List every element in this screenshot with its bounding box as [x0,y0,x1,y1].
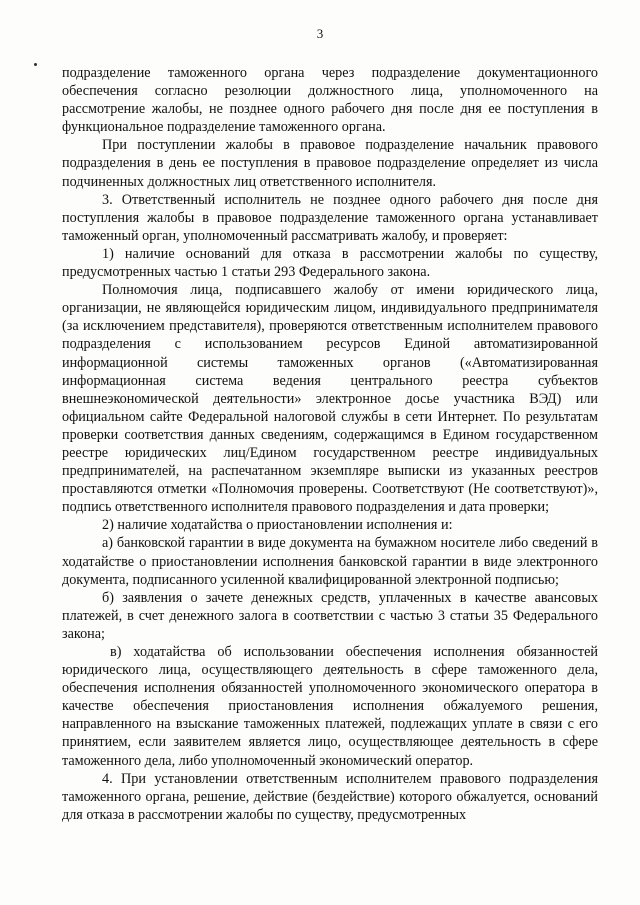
paragraph-subitem-2a: а) банковской гарантии в виде документа на бумажном носителе либо сведений в ходатайстве о приостановлении исполнения банковской гарантии в виде электронного документа, подписанного усиленной квалифицированной электронной подписью; [62,535,598,588]
paragraph-item-3: 3. Ответственный исполнитель не позднее одного рабочего дня после дня поступления жалобы в правовое подразделение таможенного органа устанавливает таможенный орган, уполномоченный рассматривать жалобу, и проверяет: [62,191,598,244]
paragraph-subitem-1: 1) наличие оснований для отказа в рассмотрении жалобы по существу, предусмотренных частью 1 статьи 293 Федерального закона. [62,245,598,281]
scan-speck [34,63,37,66]
document-body [62,64,598,824]
paragraph-subitem-2b: б) заявления о зачете денежных средств, уплаченных в качестве авансовых платежей, в счет денежного залога в соответствии с частью 3 статьи 35 Федерального закона; [62,589,598,642]
paragraph-responsible-appointment: При поступлении жалобы в правовое подразделение начальник правового подразделения в день ее поступления в правовое подразделение определяет из числа подчиненных должностных лиц ответственного исполнителя. [62,137,598,190]
paragraph-subitem-2v: в) ходатайства об использовании обеспечения исполнения обязанностей юридического лица, осуществляющего деятельность в сфере таможенного дела, обеспечения исполнения обязанностей уполномоченного экономического оператора в качестве обеспечения приостановления исполнения обжалуемого решения, направленного на взыскание таможенных платежей, подлежащих уплате в связи с его принятием, если заявителем является лицо, осуществляющее деятельность в сфере таможенного дела, либо уполномоченный экономический оператор. [62,644,598,769]
paragraph-authority-check: Полномочия лица, подписавшего жалобу от имени юридического лица, организации, не являющейся юридическим лицом, индивидуального предпринимателя (за исключением представителя), проверяются ответственным исполнителем правового подразделения с использованием ресурсов Единой автоматизированной информационной системы таможенных органов («Автоматизированная информационная система ведения центрального реестра субъектов внешнеэкономической деятельности» электронное досье участника ВЭД) или официальном сайте Федеральной налоговой службы в сети Интернет. По результатам проверки соответствия данных сведениям, содержащимся в Едином государственном реестре юридических лиц/Едином государственном реестре индивидуальных предпринимателей, на распечатанном экземпляре выписки из указанных реестров проставляются отметки «Полномочия проверены. Соответствуют (Не соответствуют)», подпись ответственного исполнителя правового подразделения и дата проверки; [62,282,598,516]
paragraph-continuation: подразделение таможенного органа через подразделение документационного обеспечения согласно резолюции должностного лица, уполномоченного на рассмотрение жалобы, не позднее одного рабочего дня после дня ее поступления в функциональное подразделение таможенного органа. [62,65,598,136]
paragraph-item-4: 4. При установлении ответственным исполнителем правового подразделения таможенного органа, решение, действие (бездействие) которого обжалуется, оснований для отказа в рассмотрении жалобы по существу, предусмотренных [62,770,598,823]
page-number: 3 [316,26,324,41]
paragraph-subitem-2: 2) наличие ходатайства о приостановлении исполнения и: [102,517,453,534]
